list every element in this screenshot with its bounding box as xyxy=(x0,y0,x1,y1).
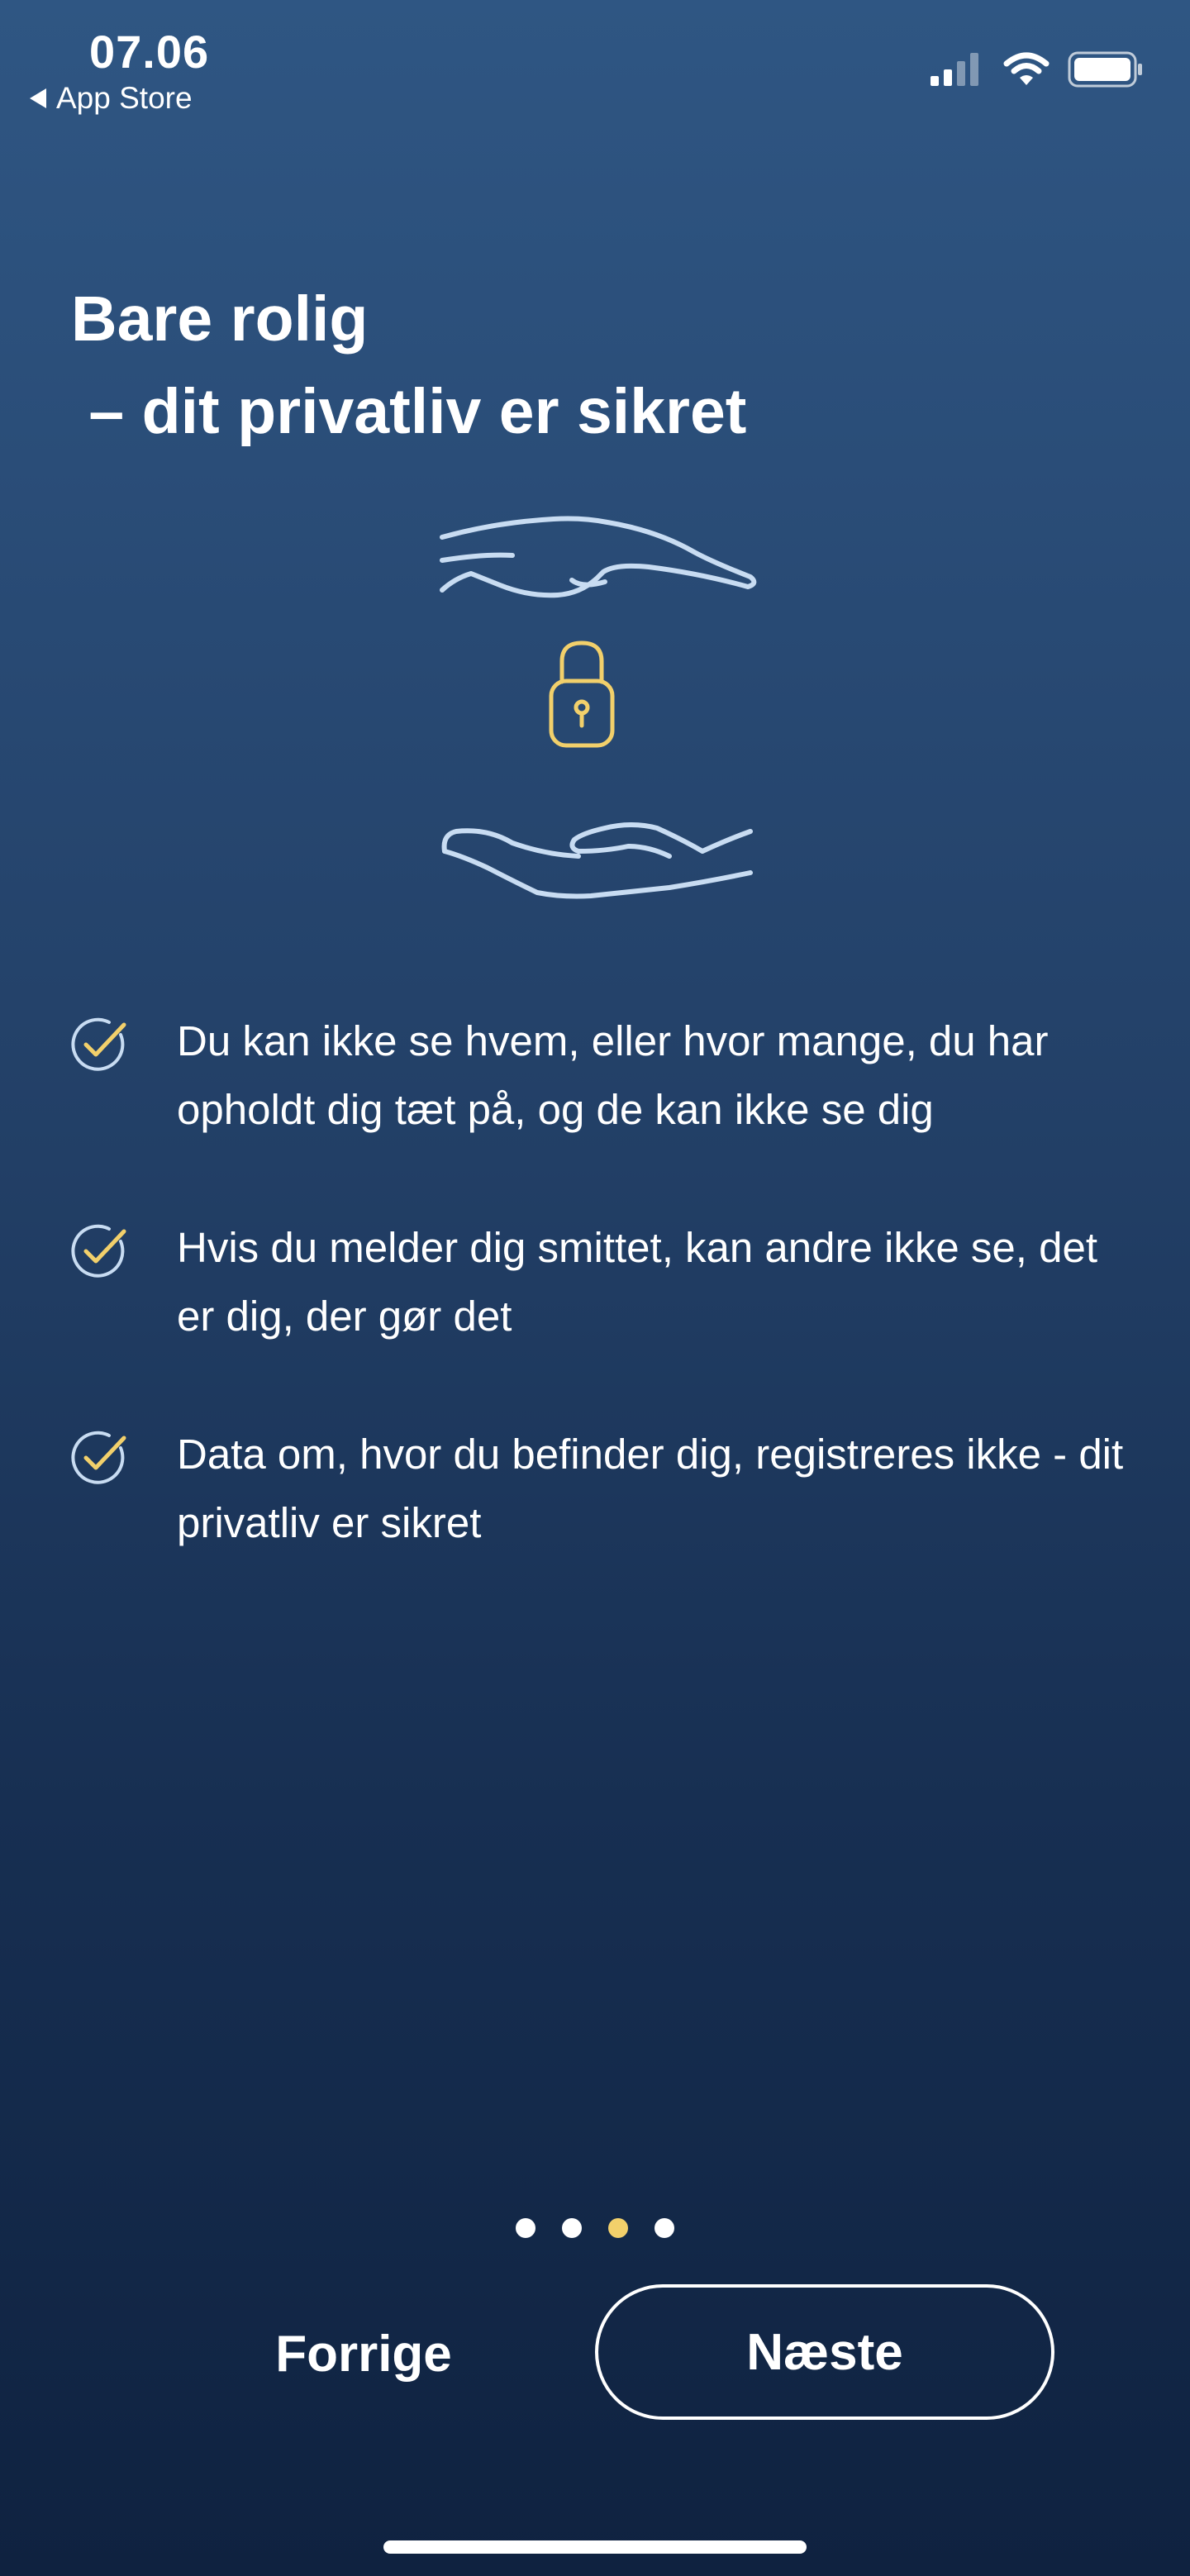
battery-icon xyxy=(1068,51,1144,88)
page-dot-2[interactable] xyxy=(562,2218,582,2238)
title-line-2: – dit privatliv er sikret xyxy=(71,376,747,447)
page-title xyxy=(71,273,746,458)
check-circle-icon xyxy=(69,1428,129,1488)
hands-lock-icon xyxy=(421,504,769,934)
status-icons xyxy=(931,51,1144,88)
back-to-app-store[interactable] xyxy=(30,81,193,116)
home-indicator[interactable] xyxy=(383,2540,807,2554)
benefit-text: Data om, hvor du befinder dig, registreres ikke - dit privatliv er sikret xyxy=(177,1431,1124,1546)
page-dot-4[interactable] xyxy=(654,2218,674,2238)
title-line-1: Bare rolig xyxy=(71,283,369,355)
previous-button[interactable]: Forrige xyxy=(248,2286,479,2421)
page-dot-1[interactable] xyxy=(516,2218,536,2238)
status-time: 07.06 xyxy=(89,26,210,78)
cellular-signal-icon xyxy=(931,53,985,86)
list-item xyxy=(69,1007,1144,1144)
benefit-text: Du kan ikke se hvem, eller hvor mange, du har opholdt dig tæt på, og de kan ikke se dig xyxy=(177,1017,1049,1133)
back-label: App Store xyxy=(56,81,193,115)
check-circle-icon xyxy=(69,1221,129,1281)
next-button[interactable]: Næste xyxy=(595,2284,1054,2420)
page-indicator xyxy=(0,2218,1190,2238)
page-dot-3[interactable] xyxy=(608,2218,628,2238)
list-item xyxy=(69,1213,1144,1350)
wifi-icon xyxy=(1003,52,1050,87)
back-arrow-icon xyxy=(30,88,46,108)
benefit-text: Hvis du melder dig smittet, kan andre ikke se, det er dig, der gør det xyxy=(177,1224,1098,1340)
check-circle-icon xyxy=(69,1015,129,1074)
benefits-list xyxy=(69,1007,1144,1626)
list-item xyxy=(69,1420,1144,1557)
